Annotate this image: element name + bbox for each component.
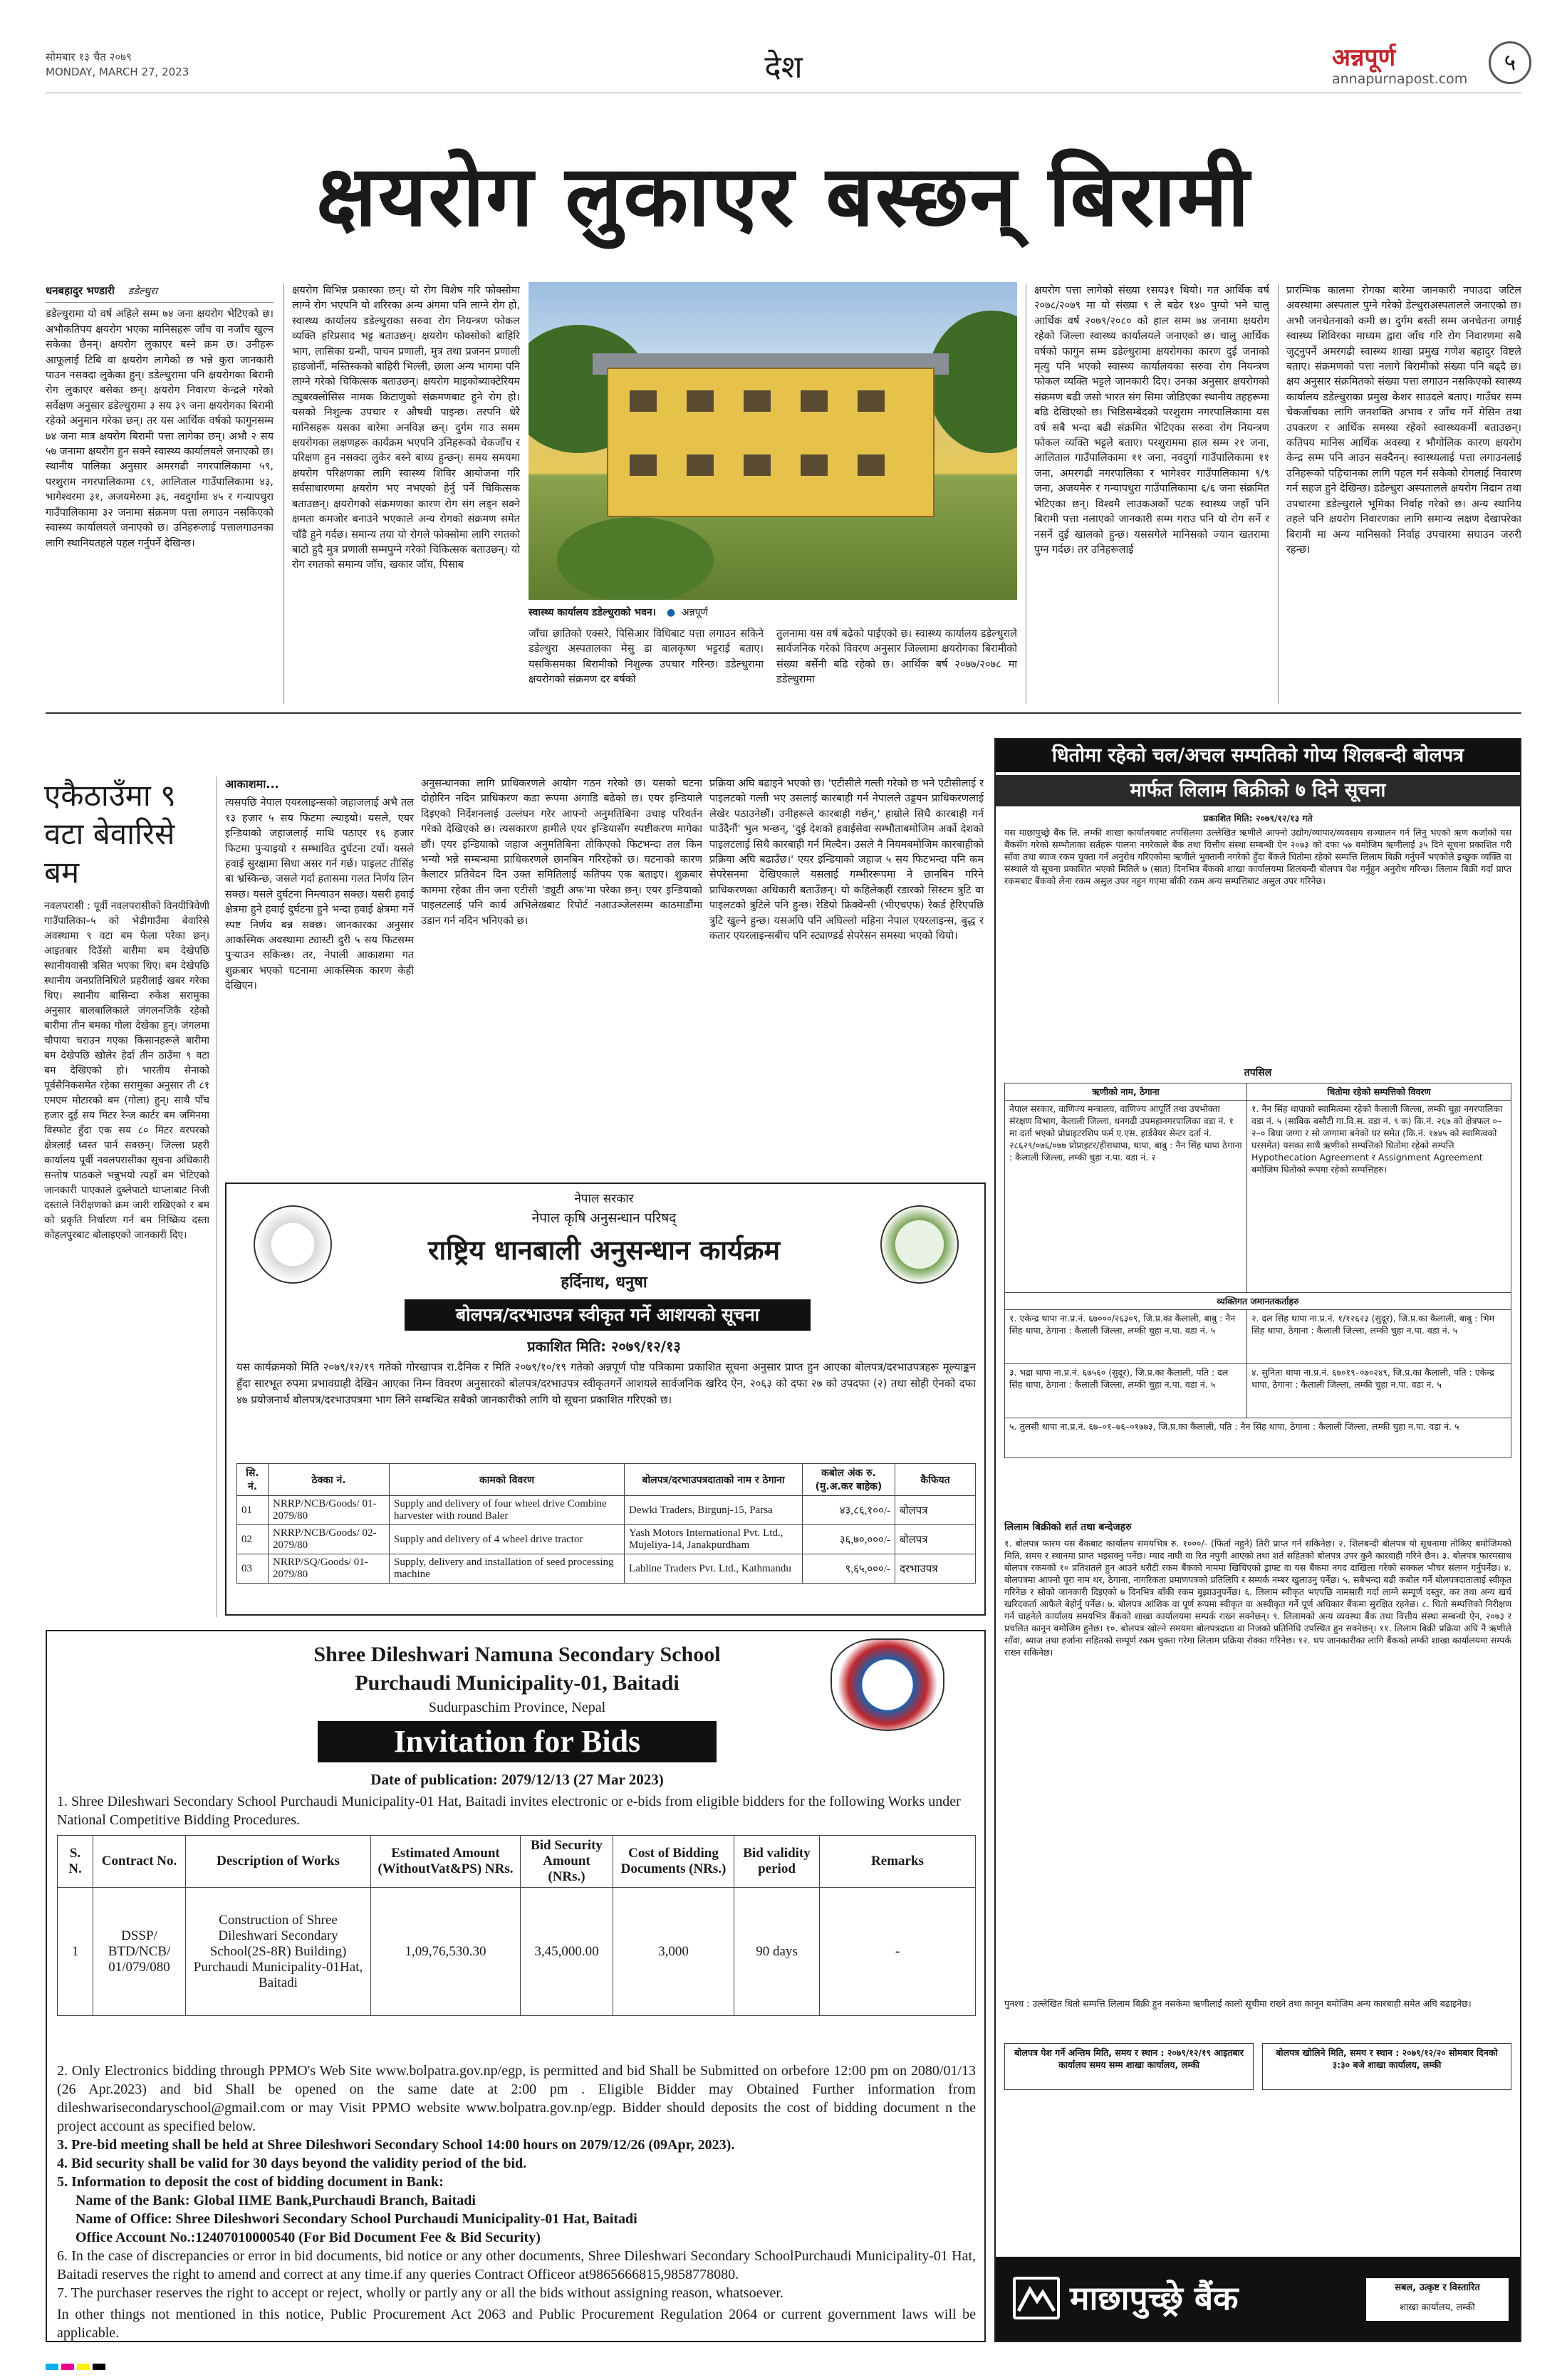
bank-auction-notice — [994, 738, 1521, 2342]
bank-branch: शाखा कार्यालय, लम्की — [1400, 2302, 1475, 2313]
office-account: Office Account No.:12407010000540 (For Bid Document Fee & Bid Security) — [76, 2230, 541, 2245]
table-header-row: सि. नं. ठेक्का नं. कामको विवरण बोलपत्र/दरभाउपत्रदाताको नाम र ठेगाना कबोल अंक रु. (मु.अ.कर बाहेक) कैफियत — [237, 1464, 976, 1496]
narc-bid-notice — [225, 1183, 986, 1616]
table-row: 03 NRRP/SQ/Goods/ 01-2079/80 Supply, delivery and installation of seed processing machine Labline Traders Pvt. Ltd., Kathmandu ९,६५,०००/- दरभाउपत्र — [237, 1554, 976, 1584]
bid-item-1: 1. Shree Dileshwari Secondary School Purchaudi Municipality-01 Hat, Baitadi invites electronic or e-bids from eligible bidders for the following Works under National Competitive Bidding Procedures. — [57, 1794, 961, 1828]
flight-story-col-1: आकाशमा... त्यसपछि नेपाल एयरलाइन्सको जहाजलाई अभै तल १३ हजार ५ सय फिटमा ल्याइयो। यसले, एयर इन्डियाको जहाजलाई माथि पठाएर १६ हजार फिटमा पुऱ्याइयो र सम्भावित दुर्घटना टर्यो। यसले हवाई सुरक्षामा सिधा असर गर्न गर्छ। पाइलट तीसिंह बा भ्रस्किन्छ, जसले गर्दा हतासमा गलत निर्णय लिन सक्छ। यसले दुर्घटना निम्त्याउन सक्छ। यसरी हवाई क्षेत्रमा हुने हवाई दुर्घटना हुने भन्दा हवाई क्षेत्रमा गर्ने स्पष्ट निर्णय बन्न सक्छ। जानकारका अनुसार आकस्मिक अवस्थामा ट्यास्टी दुरी ५ सय फिटसम्म पुऱ्याउन सकिन्छ। तर, नेपाली आकाशमा गत शुक्रबार भएको घटनामा आकस्मिक कारण केही देखिएन। — [225, 777, 414, 992]
flight-story-col-2: अनुसन्धानका लागि प्राधिकरणले आयोग गठन गरेको छ। यसको घटना दोहोरिन नदिन प्राधिकरण कडा रूपमा अगाडि बढेको छ। एयर इन्डियाले दिइएको निर्देशनलाई उल्लंघन गरेर आफ्नो अनुमतिबिना उचाइ परिवर्तन गरेको देखिएको छ। त्यसकारण हामीले एयर इन्डियासँग स्पष्टीकरण मागेका छौं। एयर इन्डियाको जहाज अनुमतिबिना तोकिएको फिटभन्दा तल किन भन्यो भन्ने सम्बन्धमा प्राधिकरणले छानबिन गरिरहेको छ। घटनाको कारण कैलाटर प्रतिवेदन दिन उक्त समितिलाई कतिपय एक बताइए। शुक्रबार काममा रहेका तीन जना एटीसी 'ड्युटी अफ'मा परेका छन्। एयर इन्डियाको पाइलटलाई पनि कार्य अभिलेखबाट रिपोर्ट नआउञ्जेलसम्म काठमाडौंमा उडान गर्न नदिन भनिएको छ। — [421, 778, 702, 927]
notice-gov: नेपाल सरकार — [574, 1192, 634, 1206]
nepal-emblem-icon — [254, 1205, 332, 1284]
auction-title-2: मार्फत लिलाम बिक्रीको ७ दिने सूचना — [996, 775, 1520, 806]
bank-brand: माछापुच्छ्रे बैंक — [1070, 2279, 1239, 2317]
auction-title-1: धितोमा रहेको चल/अचल सम्पतिको गोप्य शिलबन्दी बोलपत्र — [996, 739, 1520, 772]
bid-submit-box: बोलपत्र पेश गर्ने अन्तिम मिति, समय र स्थान : २०७९/१२/१९ आइतबार कार्यालय समय सम्म शाखा कार्यालय, लम्की — [1004, 2043, 1254, 2090]
terms-body: १. बोलपत्र फारम यस बैंकबाट कार्यालय समयभित्र रु. १०००/- (फिर्ता नहुने) तिरी प्राप्त गर्न सकिनेछ। २. शिलबन्दी बोलपत्र यो सूचनामा तोकिए बमोजिमको मिति, समय र स्थानमा प्राप्त भइसक्नु पर्नेछ। म्याद नाघी वा रित नपुगी आएको तथा शर्त सहितको बोलपत्र उपर कुनै कारवाही गरिने छैन। ३. बोलपत्र फारमसाथ बोलपत्र रकमको १० प्रतिशतले हुन आउने धरौटी रकम बैंकको नाममा खिचिएको ड्राफ्ट वा यस बैंकमा नगद दाखिला गरेको सक्कल भौचर संलग्न गर्नुपर्नेछ। ४. बोलपत्रमा आफ्नो पूरा नाम थर, ठेगाना, नागरिकता प्रमाणपत्रको प्रतिलिपि र सम्पर्क नम्बर खुलाउनु पर्नेछ। ५. सबैभन्दा बढी कबोल गर्ने बोलपत्रदातालाई स्वीकृत गरिनेछ र सोको जानकारी दिइएको ७ दिनभित्र बाँकी रकम बुझाउनुपर्नेछ। ६. लिलाम स्वीकृत भएपछि नामसारी गर्दा लाग्ने सम्पूर्ण दस्तुर, कर तथा अन्य खर्च खरिदकर्ता आफैले बेहोर्नु पर्नेछ। ७. बोलपत्र आंशिक वा पूर्ण रूपमा स्वीकृत वा अस्वीकृत गर्ने पूर्ण अधिकार बैंकमा सुरक्षित रहनेछ। ८. धितो सम्पत्तिको निरीक्षण गर्न चाहनेले कार्यालय समयभित्र बैंकको शाखा कार्यालयमा सम्पर्क राख्न सक्नेछन्। ९. लिलामको अन्य व्यवस्था बैंक तथा वित्तीय संस्था सम्बन्धी ऐन, २०७३ र प्रचलित कानून बमोजिम हुनेछ। १०. बोलपत्र खोल्ने समयमा बोलपत्रदाता वा निजको प्रतिनिधि उपस्थित हुन सक्नेछन्। ११. लिलाम बिक्री प्रक्रिया अघि नै ऋणीले साँवा, ब्याज तथा हर्जाना सहितको सम्पूर्ण रकम चुक्ता गरेमा लिलाम प्रक्रिया रोक्का गरिनेछ। १२. थप जानकारीका लागि बैंकको लम्की शाखा कार्यालयमा सम्पर्क राख्न सकिनेछ। — [1004, 1538, 1511, 1658]
bid-open-box: बोलपत्र खोलिने मिति, समय र स्थान : २०७९/१२/२० सोमबार दिनको ३:३० बजे शाखा कार्यालय, लम्की — [1262, 2043, 1511, 2090]
masthead-url[interactable]: annapurnapost.com — [1332, 71, 1468, 87]
notice-date: प्रकाशित मिति: २०७९/१२/१३ — [527, 1338, 681, 1355]
bid-pub-date: Date of publication: 2079/12/13 (27 Mar 2023) — [370, 1771, 664, 1788]
collateral-table — [1004, 1083, 1511, 1458]
notice-body: यस कार्यक्रमको मिति २०७९/१२/१९ गतेको गोरखापत्र रा.दैनिक र मिति २०७९/१०/१९ गतेको अन्नपूर्ण पोष्ट पत्रिकामा प्रकाशित सूचना अनुसार प्राप्त हुन आएका बोलपत्र/दरभाउपत्रहरू मूल्याङ्कन हुँदा सारभूत रुपमा प्रभावग्राही देखिन आएका निम्न विवरण अनुसारको बोलपत्र/दरभाउपत्र स्वीकृतगर्ने आशयले सार्वजनिक खरिद ऐन, २०६३ को दफा २७ को उपदफा (२) तथा सोही ऐनको दफा ४७ प्रयोजनार्थ बोलपत्र/दरभाउपत्रमा भाग लिने सम्बन्धित सबैको जानकारीको लागि यो सूचना प्रकाशित गरिएको छ। — [236, 1361, 976, 1406]
story-col-6: प्रारम्भिक कालमा रोगका बारेमा जानकारी नपाउदा जटिल अवस्थामा अस्पताल पुग्ने गरेको डेल्धुराअस्पतालले जनाएको छ। अभौ जनचेतनाको कमी छ। दुर्गम बस्ती सम्म जनचेतना जगाई स्वास्थ्य शिविरका माध्यम द्वारा जाँच गरि रोग निवारणमा सबै जुट्नुपर्ने अमरगढी स्वास्थ्य शाखा प्रमुख गणेश बहादुर विष्टले बताए। संक्रमणको पत्ता नलागे बिरामीको संख्या पनि बढ्दै छ। क्षय अनुसार संक्रमितको संख्या पत्ता लगाउन नसकिएको स्वास्थ्य कार्यालय डडेल्धुराका प्रमुख केशर साउदले बताए। गाउँघर सम्म चेकजाँचका लागि जनशक्ति अभाव र जाँच गर्ने मेसिन तथा उपकरण र आर्थिक समस्या रहेको स्वास्थ्यकर्मी बताउछन्। कतिपय मानिस आर्थिक अवस्था र भौगोलिक कारण क्षयरोग केन्द्र सम्म पनि आउन सक्दैनन्। स्वास्थ्यलाई पत्ता लगाउनलाई उनिहरूको पहिचानका लागि पहल गर्न सकेको रोगलाई निवारण गर्न सहज हुने देखिन्छ। डडेल्धुरा अस्पतालले क्षयरोग निदान तथा उपचारमा डडेल्धुराले भूमिका निर्वाह गरेको छ। अन्य स्थानिय तहले पनि क्षयरोग निवारणका लागि समान्य लक्षण देखापरेका बिरामी मा अन्य मानिसको निर्वाह उपचारमा सघाउन जरुरी रहन्छ। — [1286, 285, 1521, 556]
story-byline: धनबहादुर भण्डारी डडेल्धुरा — [46, 284, 274, 303]
column-divider — [283, 284, 284, 704]
bid-title: Invitation for Bids — [318, 1721, 717, 1762]
school-province: Sudurpaschim Province, Nepal — [428, 1700, 606, 1715]
story-col-4: तुलनामा यस वर्ष बढेको पाईएको छ। स्वास्थ्य कार्यालय डडेल्धुराले सार्वजनिक गरेको विवरण अनुसार जिल्लामा क्षयरोगका बिरामीको संख्या बर्सेनी बढि रहेको छ। आर्थिक बर्ष २०७७/२०७८ मा डडेल्धुरामा — [776, 628, 1017, 686]
notice-program: राष्ट्रिय धानबाली अनुसन्धान कार्यक्रम — [427, 1235, 781, 1266]
bid-footer: In other things not mentioned in this notice, Public Procurement Act 2063 and Public Procurement Regulation 2064 or current government laws will be applicable. — [57, 2307, 976, 2341]
bank-slogan: सबल, उत्कृष्ट र विस्तारित — [1395, 2282, 1480, 2293]
bank-footer — [996, 2257, 1520, 2341]
auction-intro: यस माछापुच्छ्रे बैंक लि. लम्की शाखा कार्यालयबाट तपसिलमा उल्लेखित ऋणीले आफ्नो उद्योग/व्यापार/व्यवसाय सञ्चालन गर्न लिनु भएको ऋण कर्जाको यस बैंकसँग गरेको सम्भौताका सर्तहरू पालना नगरेकाले बैंक तथा वित्तीय संस्था सम्बन्धी ऐन २०७३ को दफा ५७ बमोजिम ऋणीलाई ३५ दिने सूचना प्रकाशित गरी साँवा तथा ब्याज रकम चुक्ता गर्न अनुरोध गरिएकोमा ऋणीले भुक्तानी नगरेको हुँदा बैंकले धितोमा रहेको सम्पत्ति लिलाम बिक्री गर्नुपर्ने भएकोले इच्छुक व्यक्ति वा संस्थाले यो सूचना प्रकाशित भएको मितिले ७ (सात) दिनभित्र बैंकको शाखा कार्यालयमा शिलबन्दी बोलपत्र पेश गर्नुहुन अनुरोध गरिन्छ। लिलाम बिक्री गर्दा प्राप्त रकमबाट बैंकको लेना रकम असुल उपर नहुन गएमा बाँकी रकम अन्य सम्पत्तिबाट असुल उपर गरिनेछ। — [1004, 827, 1511, 886]
table-row: 01 NRRP/NCB/Goods/ 01-2079/80 Supply and delivery of four wheel drive Combine harvester with round Baler Dewki Traders, Birgunj-15, Parsa ४३,८६,१००/- बोलपत्र — [237, 1496, 976, 1525]
table-row: व्यक्तिगत जमानतकर्ताहरु — [1005, 1293, 1511, 1310]
table-header-row: ऋणीको नाम, ठेगाना धितोमा रहेको सम्पत्तिको विवरण — [1005, 1084, 1511, 1101]
bid-item-4: 4. Bid security shall be valid for 30 days beyond the validity period of the bid. — [57, 2156, 527, 2171]
story-col-2: क्षयरोग विभिन्न प्रकारका छन्। यो रोग विशेष गरि फोक्सोमा लाग्ने रोग भएपनि यो शरिरका अन्य अंगमा पनि लाग्ने रोग हो, स्वास्थ्य कार्यालय डडेल्धुराका सरुवा रोग नियन्त्रण फोकल व्यक्ति हरिप्रसाद भट्ट बताउछन्। क्षयरोग फोक्सोको बाहिरि भाग, लासिका ग्रन्थी, पाचन प्रणाली, मुत्र तथा प्रजनन प्रणाली हाडजोर्नी, मस्तिस्कको बाहिरी भिल्ली, छाला अन्य भागमा पनि लाग्ने गरेको चिकित्सक बताउछन्। क्षयरोग माइकोब्याक्टेरियम ट्युबरक्लोसिस नामक किटाणुको संक्रमणबाट हुने रोग हो। यसको निशुल्क उपचार र औषधी पाइन्छ। तरपनि धेरै मानिसहरू यसका बारेमा अनविज्ञ छन्। दुर्गम गाउ समम क्षयरोगका लक्षणहरू कार्यक्रम भएपनि उनिहरूको चेकजाँच र परिक्षण हुन नसक्दा लुकेर बस्ने बाध्य हुन्छन्। समय समयमा क्षयरोग परिक्षणका लागि स्वास्थ्य शिविर आयोजना गरि सर्वसाधारणमा क्षयरोग भए नभएको हेर्नु पर्ने चिकित्सक बताउछन्। क्षयरोगको संक्रमणका कारण रोग संग लड्न सक्ने क्षमता कमजोर बनाउने भएकाले अन्य रोगको संक्रमण समेत चाँडै हुने गर्दछ। समान्य तया यो रोगले फोक्सोमा लागि रगतको बाटो हुदै मुत्र प्रणाली सम्मपुग्ने गरेको चिकित्सक बताउछन्। यो रोग रगतको समान्य जाँच, खकार जाँच, पिसाब — [292, 285, 520, 571]
notice-council: नेपाल कृषि अनुसन्धान परिषद् — [531, 1210, 677, 1226]
punashcha: पुनश्च : उल्लेखित धितो सम्पत्ति लिलाम बिक्री हुन नसकेमा ऋणीलाई कालो सूचीमा राख्ने तथा कानून बमोजिम अन्य कारबाही समेत अघि बढाइनेछ। — [1004, 1998, 1472, 2009]
story-col-1: धनबहादुर भण्डारी डडेल्धुरा डडेल्धुरामा यो वर्ष अहिले सम्म ७४ जना क्षयरोग भेटिएको छ। अभौकतिपय क्षयरोग भएका मानिसहरू जाँच वा नजाँच खुल्न सकेका छैनन्। क्षयरोग लुकाएर बस्ने क्रम छ। उनीहरू आफूलाई टिबि वा क्षयरोग लागेको छ भन्ने कुरा जानकारी पाउन नसक्दा लुकेका हुन्। डडेल्धुरामा पनि क्षयरोगका बिरामी रोग लुकाएर बसेका छन्। क्षयरोग निवारण केन्द्रले गरेको सर्वेक्षण अनुसार डडेल्धुरामा ३ सय ३९ जना क्षयरोगका बिरामी रहेको अनुमान गरेका छन्। तर यस आर्थिक वर्षको फागुनसम्म ७४ जना मात्र क्षयरोग बिरामी पत्ता लागेका छन्। अभौ २ सय ५७ जनामा क्षयरोग हुन सक्ने स्वास्थ्य कार्यालयले जनाएको छ। स्थानीय पालिका अनुसार अमरगढी नगरपालिकामा ५९, परशुराम नगरपालिकामा ८९, आलिताल गाउँपालिकामा ४३, भागेश्वरमा ३१, अजयमेरुमा ३६, नवदुर्गामा ४५ र गन्यापधुरा गाउँपालिकामा ३२ जनामा संक्रमण पत्ता लगाउन नसकिएको स्वास्थ्य कार्यालयले जनाएको छ। उनिहरूलाई पत्तालगाउनका लागि स्थानियतहले पहल गर्नुपर्ने देखिन्छ। — [46, 284, 274, 549]
bid-item-6: 6. In the case of discrepancies or error in bid documents, bid notice or any other documents, Shree Dileshwari Secondary SchoolPurchaudi Municipality-01 Hat, Baitadi reserves the right to amend and correct at any time.if any queries Contract Officeor at9865666815,9858778080. — [57, 2248, 976, 2282]
health-office-photo — [529, 282, 1017, 600]
table-row: नेपाल सरकार, वाणिज्य मन्त्रालय, वाणिज्य आपूर्ति तथा उपभोक्ता संरक्षण विभाग, कैलाली जिल्ला, धनगढी उपमहानगरपालिका वडा नं. १ मा दर्ता भएको प्रोप्राइटरशिप फर्म ए.एस. हार्डवेयर सेन्टर दर्ता नं. २८६२९/०७६/०७७ प्रोप्राइटर/हीराथापा, थापा, बाबु : नैन सिंह थापा ठेगाना : कैलाली जिल्ला, लम्की चुहा न.पा. वडा नं. २ १. नैन सिंह थापाको स्वामित्वमा रहेको कैलाली जिल्ला, लम्की चुहा नगरपालिका वडा नं. ५ (साबिक बसौटी गा.वि.स. वडा नं. ९ क) कि.नं. २६७ को क्षेत्रफल ०–२–० बिघा जग्गा र सो जग्गामा बनेको घर समेत (कि.नं. १७४५ को स्वामित्वको घरसमेत) यसका साथै ऋणीको सम्पत्तिको धितोमा रहेको सम्पत्ति Hypothecation Agreement र Assignment Agreement बमोजिम धितोको रूपमा रहेको सम्पत्तिहरु। — [1005, 1101, 1511, 1293]
main-headline: क्षयरोग लुकाएर बस्छन् बिरामी — [316, 147, 1251, 245]
school-name: Shree Dileshwari Namuna Secondary School — [313, 1643, 721, 1666]
machhapuchchhre-bank-logo-icon — [1013, 2277, 1060, 2319]
bid-item-5: 5. Information to deposit the cost of bidding document in Bank: — [57, 2174, 444, 2190]
story-col-5: क्षयरोग पत्ता लागेको संख्या १सय३१ थियो। गत आर्थिक वर्ष २०७८/२०७९ मा यो संख्या ९ ले बढेर १४० पुग्यो भने चालु आर्थिक वर्ष २०७९/२०८० को हाल सम्म ७४ जनामा क्षयरोग रहेको जिल्ला स्वास्थ्य कार्यालयले जनाएको छ। चालु आर्थिक वर्षको फागुन सम्म डडेल्धुरामा क्षयरोगका कारण दुई जनाको मृत्यु पनि भएको स्वास्थ्य कार्यालयका सरुवा रोग नियन्त्रण फोकल व्यक्ति भट्टले जानकारी दिए। उनका अनुसार क्षयरोगको संक्रमण बढी जसो भारत संग सिमा जोडिएका स्थानीय तहहरूमा बढि देखिएको छ। भिडिसम्बेदको परशुराम नगरपालिकामा यस वर्ष सबै भन्दा बढी संक्रमित भेटिएका सरुवा रोग नियन्त्रण फोकल व्यक्ति भट्टले बताए। परशुराममा हाल सम्म २१ जना, आलिताल गाउँपालिकामा ११ जना, नवदुर्गा गाउँपालिकामा ११ जना, अमरगढी नगरपालिका र भागेश्वर गाउँपालिकामा ९/९ जना, अजयमेरु र गन्यापधुरा गाउँपालिकामा ६/६ जना संक्रमित भेटिएका छन्। विश्वमै लाउकअर्को पटक स्वास्थ्य जहाँ पनि बिरामी पत्ता नलाएको जानकारी सम्म गराउ पनि यो रोग सर्ने र नसर्ने दुई खालको हुन्छ। यससगेले मानिसको ज्यान खतरामा पुग्न गर्दछ। तर उनिहरूलाई — [1034, 285, 1269, 556]
table-row: 02 NRRP/NCB/Goods/ 02-2079/80 Supply and delivery of 4 wheel drive tractor Yash Motors International Pvt. Ltd., Mujeliya-14, Janakpurdham ३६,७०,०००/- बोलपत्र — [237, 1525, 976, 1554]
masthead-brand: अन्नपूर्ण — [1332, 43, 1396, 72]
table-row: १. एकेन्द्र थापा ना.प्र.नं. ६७०००/२६३०९, जि.प्र.का कैलाली, बाबु : नैन सिंह थापा, ठेगाना : कैलाली जिल्ला, लम्की चुहा न.पा. वडा नं. ५ २. दल सिंह थापा ना.प्र.नं. १/१२६२३ (सुदूर), जि.प्र.का कैलाली, बाबु : भिम सिंह थापा, ठेगाना : कैलाली जिल्ला, लम्की चुहा न.पा. वडा नं. ५ — [1005, 1310, 1511, 1364]
bank-name: Name of the Bank: Global IIME Bank,Purchaudi Branch, Baitadi — [76, 2193, 476, 2208]
side-story-title: एकैठाउँमा ९ वटा बेवारिसे बम — [44, 778, 176, 890]
school-municipality: Purchaudi Municipality-01, Baitadi — [355, 1671, 680, 1695]
bid-item-7: 7. The purchaser reserves the right to accept or reject, wholly or partly any or all the bids without assigning reason, whatsoever. — [57, 2285, 784, 2301]
tapasil-label: तपसिल — [1244, 1067, 1272, 1079]
office-name: Name of Office: Shree Dileshwori Secondary School Purchaudi Municipality-01 Hat, Baitadi — [76, 2211, 637, 2227]
flight-story-col-3: प्रक्रिया अघि बढाइने भएको छ। 'एटीसीले गल्ती गरेको छ भने एटीसीलाई र पाइलटको गल्ती भए उसलाई कारबाही गर्न नेपालले उड्डयन प्राधिकरणलाई लेखेर पठाउनेछौं। उनीहरूले कारबाही गर्छन्,' हाम्रोले सिधै कारबाही गर्न पाउँदैनौं' भुल भन्छन्, 'दुई देशको हवाईसेवा सम्भौताबमोजिम अर्को देशको पाइलटलाई सिधै कारबाही गर्न मिल्दैन। उसले नै नियमबमोजिम कारबाहीको प्रक्रिया अघि बढाउँछ।' एयर इन्डियाको जहाज ५ सय फिटभन्दा पनि कम सेपरेसनमा देखिएकाले यसलाई गम्भीररूपमा ने छानबिन गरिने प्राधिकरणका अधिकारी बताउँछन्। यो कहिलेकहीं रडारको सिस्टम त्रुटि वा पाइलटको त्रुटिले पनि हुन्छ। रेडियो फ्रिक्वेन्सी (भीएचएफ) रेकर्ड हेरिएपछि त्रुटि खुल्ने हुन्छ। यसअघि पनि अघिल्लो महिना नेपाल एयरलाइन्स, बुद्ध र कतार एयरलाइन्सबीच पनि स्ट्याण्डर्ड सेपरेसन समस्या भएको थियो। — [709, 778, 984, 942]
photo-caption: स्वास्थ्य कार्यालय डडेल्धुराको भवन। ● अन्नपूर्ण — [529, 607, 708, 618]
table-row: ५. तुलसी थापा ना.प्र.नं. ६७–०१–७६–०१७७३, जि.प्र.का कैलाली, पति : नैन सिंह थापा, ठेगाना : कैलाली जिल्ला, लम्की चुहा न.पा. वडा नं. ५ — [1005, 1418, 1511, 1458]
section-rule — [46, 712, 1521, 714]
bid-table — [57, 1835, 976, 2016]
bid-item-3: 3. Pre-bid meeting shall be held at Shree Dileshwori Secondary School 14:00 hours on 2079/12/26 (09Apr, 2023). — [57, 2137, 735, 2153]
page-number: ५ — [1489, 41, 1531, 84]
terms-head: लिलाम बिक्रीको शर्त तथा बन्देजहरु — [1004, 1522, 1132, 1533]
auction-date: प्रकाशित मिति: २०७९/१२/१३ गते — [1203, 813, 1313, 823]
table-header-row: S. N. Contract No. Description of Works Estimated Amount (WithoutVat&PS) NRs. Bid Security Amount (NRs.) Cost of Bidding Documents (NRs.) Bid validity period Remarks — [58, 1836, 976, 1888]
section-name: देश — [764, 49, 803, 85]
notice-banner: बोलपत्र/दरभाउपत्र स्वीकृत गर्ने आशयको सूचना — [405, 1299, 811, 1331]
school-bid-notice — [46, 1630, 986, 2342]
narc-logo-icon — [880, 1205, 959, 1284]
side-story-body: नवलपरासी : पूर्वी नवलपरासीको विनयीत्रिवेणी गाउँपालिका–५ को भेडीगाउँमा बेवारिसे अवस्थामा ९ वटा बम फेला परेका छन्। आइतबार दिउँसो बारीमा बम देखेपछि स्थानीयवासी त्रसित भएका थिए। बम देखेपछि स्थानीय जनप्रतिनिधिले प्रहरीलाई खबर गरेका थिए। स्थानीय बासिन्दा रुकेश सरामुका अनुसार बालबालिकाले जंगलनजिकै रहेको बारीमा तीन बमका गोला देखेका हुन्। जंगलमा चौपाया चराउन गएका किसानहरूले बारीमा बम देखेपछि खोलेर हेर्दा तीन ठाउँमा ९ वटा बम देखिएको हो। भारतीय सेनाको पूर्वसैनिकसमेत रहेका सरामुका अनुसार ती ८१ एमएम मोटारको बम (गोला) हुन्। साथै पाँच हजार दुई सय मिटर रेन्ज कार्टर बम जमिनमा विस्फोट हुँदा एक सय ८० मिटर वरपरको क्षेत्रलाई ध्वस्त पार्न सक्छन्। जिल्ला प्रहरी कार्यालय पूर्वी नवलपरासीका सूचना अधिकारी सन्तोष पाठकले भन्नुभयो त्यहाँ बम भेटिएको जानकारी पाएकाले दुब्लेपाटो थाप्लाबाट निजी दस्ताले निरीक्षणको क्रम जारी राखिएको र बम को प्रकृति निर्धारण गर्न बम निष्क्रिय दस्ता कोहलपुरबाट बोलाइएको जानकारी दिए। — [44, 900, 209, 1241]
bid-item-2: 2. Only Electronics bidding through PPMO's Web Site www.bolpatra.gov.np/egp, is permitted and bid Shall be Submitted on orbefore 12:00 pm on 2080/01/13 (26 Apr.2023) and bid Shall be opened on the same date at 2:00 pm . Eligible Bidder may Obtained Further information from dileshwarisecondaryschool@gmail.com or may Visit PPMO website www.bolpatra.gov.np/egp. Bidder should deposits the cost of bidding document n the project account as specified below. — [57, 2063, 976, 2134]
table-row: ३. भद्रा थापा ना.प्र.नं. ६७५६० (सुदूर), जि.प्र.का कैलाली, पति : दल सिंह थापा, ठेगाना : कैलाली जिल्ला, लम्की चुहा न.पा. वडा नं. ५ ४. सुनिता थापा ना.प्र.नं. ६७०१९–०७०२४९, जि.प्र.का कैलाली, पति : एकेन्द्र थापा, ठेगाना : कैलाली जिल्ला, लम्की चुहा न.पा. वडा नं. ५ — [1005, 1364, 1511, 1418]
award-table — [236, 1463, 976, 1584]
notice-location: हर्दिनाथ, धनुषा — [561, 1274, 647, 1292]
issue-date: सोमबार १३ चैत २०७९ MONDAY, MARCH 27, 2023 — [46, 51, 189, 78]
table-row: 1 DSSP/ BTD/NCB/ 01/079/080 Construction of Shree Dileshwari Secondary School(2S-8R) Building) Purchaudi Municipality-01Hat, Baitadi 1,09,76,530.30 3,45,000.00 3,000 90 days - — [58, 1888, 976, 2016]
print-registration-bar — [46, 2359, 108, 2373]
column-divider — [1278, 284, 1279, 704]
story-col-3: जाँचा छातिको एक्सरे, पिसिआर विधिबाट पत्ता लगाउन सकिने डडेल्धुरा अस्पतालका मेसु डा बालकृष्ण भट्टराई बताए। यसकिसमका बिरामीको निशुल्क उपचार गरिन्छ। डडेल्धुरामा क्षयरोगको संक्रमण दर बर्षको — [529, 628, 764, 686]
